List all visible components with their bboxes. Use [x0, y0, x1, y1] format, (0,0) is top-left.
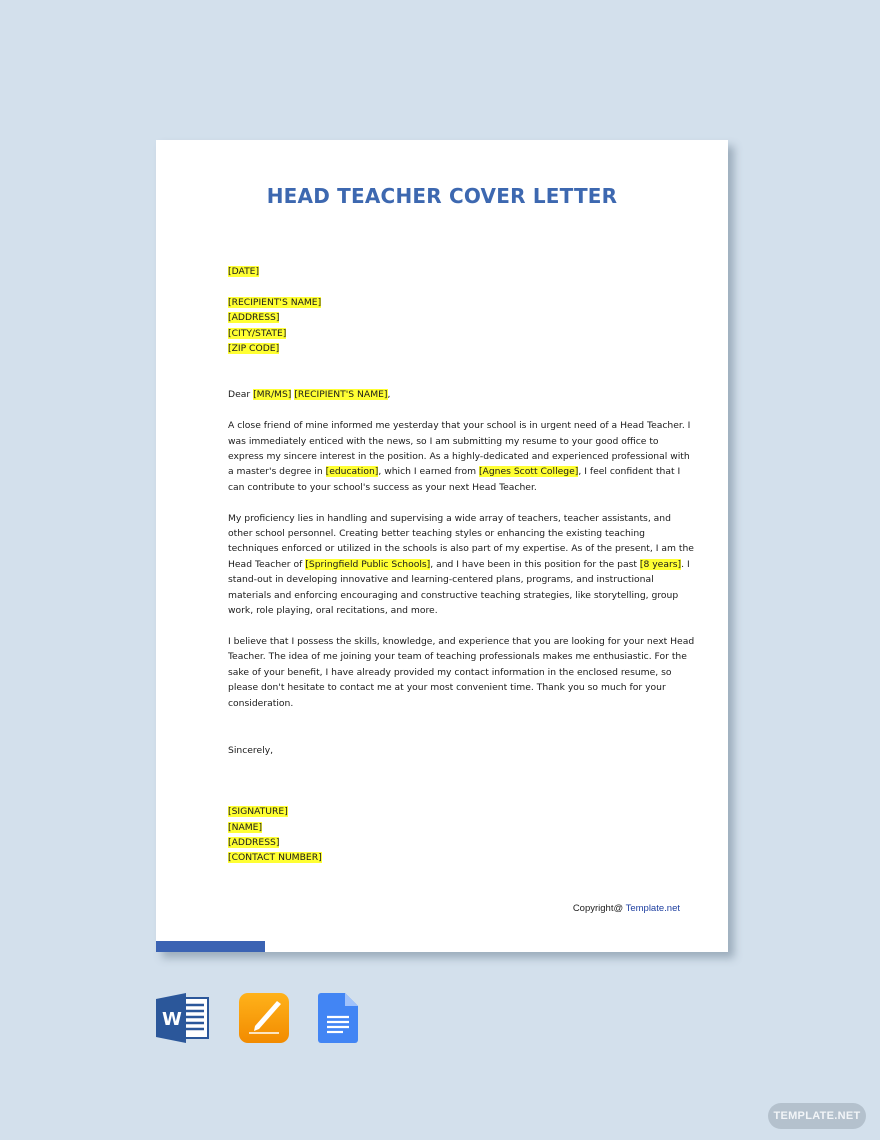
accent-bar — [156, 941, 265, 952]
word-icon[interactable] — [156, 993, 210, 1048]
svg-text:W: W — [162, 1009, 182, 1030]
copyright: Copyright@ Template.net — [572, 903, 680, 914]
years-placeholder: [8 years] — [639, 558, 682, 570]
school-placeholder: [Springfield Public Schools] — [305, 558, 431, 570]
letter-body — [228, 264, 695, 866]
name-placeholder: [NAME] — [228, 821, 263, 833]
salutation: Dear [MR/MS] [RECIPIENT'S NAME], — [228, 389, 391, 401]
address-placeholder: [ADDRESS] — [228, 836, 280, 848]
signature-placeholder: [SIGNATURE] — [228, 806, 288, 818]
closing: Sincerely, — [228, 744, 274, 756]
document-page — [156, 140, 728, 952]
education-placeholder: [education] — [325, 466, 379, 478]
contact-number-placeholder: [CONTACT NUMBER] — [228, 852, 322, 864]
college-placeholder: [Agnes Scott College] — [478, 466, 579, 478]
document-title: HEAD TEACHER COVER LETTER — [266, 184, 618, 208]
paragraph-1: A close friend of mine informed me yesterday that your school is in urgent need of a Head Teacher. I was immediately enticed with the news, so I am submitting my resume to your good office to express my sincere interest in the position. As a highly-dedicated and experienced professional with a master's degree in [education], which I earned from [Agnes Scott College], I feel confident that I can contribute to your school's success as your next Head Teacher. — [228, 420, 691, 493]
template-net-link[interactable]: Template.net — [625, 903, 680, 914]
salutation-title-placeholder: [MR/MS] — [253, 389, 292, 401]
recipient-address-placeholder: [ADDRESS] — [228, 312, 280, 324]
salutation-name-placeholder: [RECIPIENT'S NAME] — [294, 389, 388, 401]
paragraph-3: I believe that I possess the skills, knowledge, and experience that you are looking for your next Head Teacher. The idea of me joining your team of teaching professionals makes me enthusiastic. For the sake of your benefit, I have already provided my contact information in the enclosed resume, so please don't hesitate to contact me at your most convenient time. Thank you so much for your consideration. — [228, 635, 695, 709]
recipient-city-placeholder: [CITY/STATE] — [228, 327, 287, 339]
recipient-zip-placeholder: [ZIP CODE] — [228, 343, 280, 355]
paragraph-2: My proficiency lies in handling and supervising a wide array of teachers, teacher assistants, and other school personnel. Creating better teaching styles or enhancing the existing teaching techniques enforced or utilized in the schools is also part of my expertise. As of the present, I am the Head Teacher of [Springfield Public Schools], and I have been in this position for the past [8 years]. I stand-out in developing innovative and learning-centered plans, programs, and instructional materials and enforcing encouraging and constructive teaching strategies, like storytelling, group work, role playing, oral recitations, and more. — [228, 512, 694, 617]
pages-icon[interactable] — [239, 993, 289, 1048]
recipient-name-placeholder: [RECIPIENT'S NAME] — [228, 296, 322, 308]
template-net-badge[interactable]: TEMPLATE.NET — [768, 1103, 866, 1129]
date-placeholder: [DATE] — [228, 266, 260, 277]
google-docs-icon[interactable] — [318, 993, 358, 1048]
